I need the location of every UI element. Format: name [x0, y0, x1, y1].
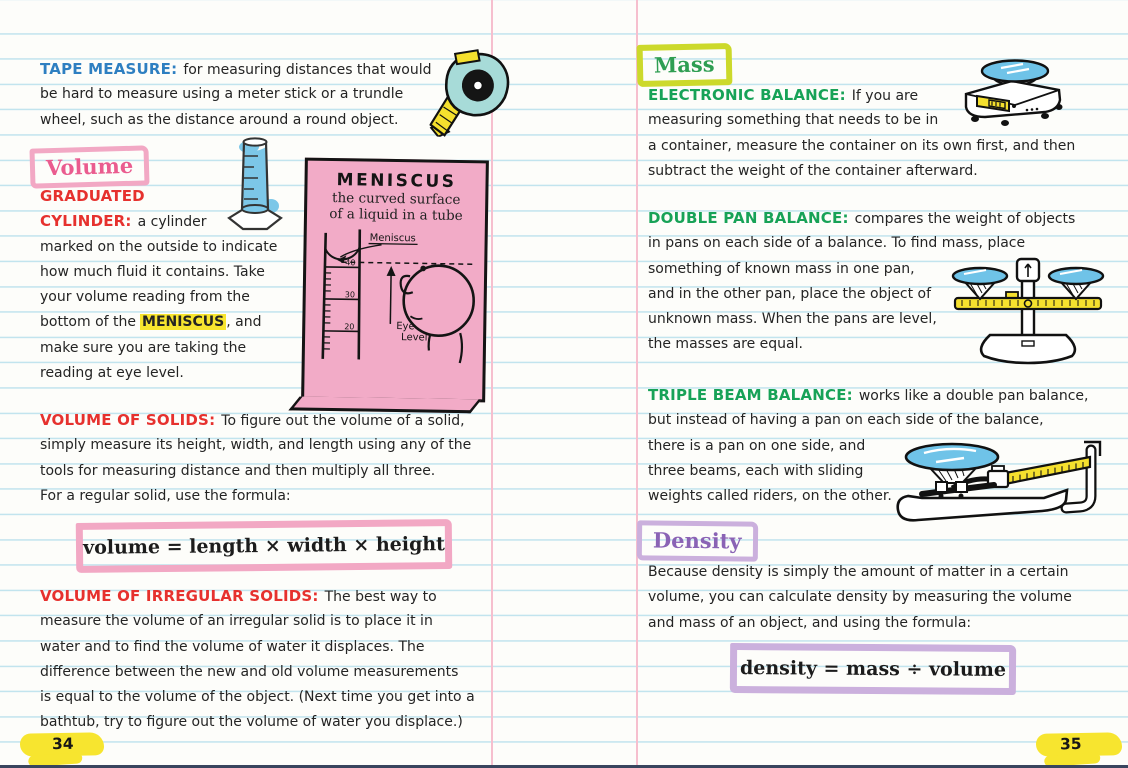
page-number-text: 35: [1059, 734, 1082, 754]
text-line: in pans on each side of a balance. To find mass, place: [648, 235, 1026, 252]
text-line: simply measure its height, width, and length using any of the: [40, 437, 472, 454]
page-number-34: [20, 732, 104, 756]
text-line: and mass of an object, and using the formula:: [648, 614, 972, 631]
term-volume-of-irregular-solids: VOLUME OF IRREGULAR SOLIDS:: [40, 587, 319, 605]
meniscus-definition-box: [301, 158, 489, 403]
text-line: subtract the weight of the container afterward.: [648, 162, 978, 179]
formula-text: volume = length × width × height: [82, 533, 446, 559]
text-line: reading at eye level.: [40, 365, 184, 382]
text-line: [40, 184, 277, 209]
text: a cylinder: [137, 214, 207, 231]
text-line: but instead of having a pan on each side of the balance,: [648, 412, 1044, 429]
text-line: [40, 209, 277, 234]
text-line: make sure you are taking the: [40, 339, 247, 356]
term-tape-measure: TAPE MEASURE:: [40, 60, 178, 78]
text: bottom of the: [40, 314, 137, 331]
text-line: unknown mass. When the pans are level,: [648, 311, 937, 328]
text-line: a container, measure the container on its own first, and then: [648, 137, 1076, 154]
density-paragraph: [648, 560, 1072, 636]
page-number-text: 34: [51, 734, 74, 754]
text-line: there is a pan on one side, and: [648, 437, 866, 454]
text-line: your volume reading from the: [40, 289, 250, 306]
text-line: three beams, each with sliding: [648, 462, 864, 479]
text-line: wheel, such as the distance around a round object.: [40, 111, 399, 128]
eye-level-label: Eye: [396, 321, 415, 333]
text: the curved surface: [331, 190, 461, 209]
text-line: [40, 408, 471, 433]
text-line: measuring something that needs to be in: [648, 112, 939, 129]
text-line: [40, 57, 431, 82]
scale-tick-20: 20: [344, 322, 355, 332]
text-line: something of known mass in one pan,: [648, 260, 915, 277]
text-line: tools for measuring distance and then multiply all three.: [40, 462, 436, 479]
text-line: weights called riders, on the other.: [648, 488, 892, 505]
right-page-margin-line: [636, 0, 638, 768]
eye-level-label: Level: [401, 332, 428, 344]
text-line: For a regular solid, use the formula:: [40, 487, 291, 504]
text-line: [648, 383, 1088, 408]
triple-beam-balance-icon: [894, 438, 1114, 533]
text-line: water and to find the volume of water it displaces. The: [40, 638, 425, 655]
text-line: is equal to the volume of the object. (Next time you get into a: [40, 689, 475, 706]
heading-text: Volume: [45, 152, 134, 181]
volume-section-heading: [29, 145, 149, 188]
text-line: and in the other pan, place the object of: [648, 285, 932, 302]
formula-text: density = mass ÷ volume: [739, 657, 1007, 681]
text-line: measure the volume of an irregular solid is to place it in: [40, 613, 433, 630]
scale-tick-30: 30: [344, 290, 356, 300]
text-line: difference between the new and old volume measurements: [40, 663, 459, 680]
text-line: [648, 206, 1075, 231]
term-volume-of-solids: VOLUME OF SOLIDS:: [40, 411, 216, 429]
tape-measure-paragraph: [40, 57, 431, 133]
text: , and: [226, 314, 262, 331]
tape-measure-icon: [428, 44, 517, 144]
text-line: be hard to measure using a meter stick or a trundle: [40, 86, 404, 103]
term-triple-beam-balance: TRIPLE BEAM BALANCE:: [648, 386, 853, 404]
volume-formula-box: [76, 519, 453, 573]
text: for measuring distances that would: [183, 62, 432, 78]
heading-text: Density: [652, 527, 742, 554]
meniscus-box-title: MENISCUS: [336, 170, 457, 192]
volume-of-irregular-solids-paragraph: [40, 584, 475, 736]
density-section-heading: [637, 520, 758, 561]
text-line: [40, 310, 277, 335]
text: The best way to: [324, 589, 437, 605]
text: of a liquid in a tube: [329, 205, 463, 225]
text: To figure out the volume of a solid,: [221, 413, 465, 429]
volume-of-solids-paragraph: [40, 408, 471, 509]
text-line: [40, 584, 475, 609]
text-line: the masses are equal.: [648, 336, 803, 353]
page-number-35: [1036, 732, 1122, 756]
mass-section-heading: [637, 43, 732, 87]
meniscus-highlight: MENISCUS: [142, 314, 225, 331]
heading-text: Mass: [653, 51, 715, 78]
text-line: Because density is simply the amount of matter in a certain: [648, 564, 1069, 580]
term-electronic-balance: ELECTRONIC BALANCE:: [648, 86, 846, 104]
text-line: marked on the outside to indicate: [40, 238, 278, 255]
density-formula-box: [730, 643, 1016, 695]
text: If you are: [851, 88, 919, 104]
term-double-pan-balance: DOUBLE PAN BALANCE:: [648, 209, 849, 227]
term-graduated: GRADUATED: [40, 187, 145, 205]
text-line: volume, you can calculate density by measuring the volume: [648, 589, 1072, 606]
double-pan-balance-icon: [950, 255, 1106, 367]
graduated-cylinder-paragraph: [40, 184, 277, 386]
electronic-balance-paragraph: [648, 83, 1075, 184]
text-line: how much fluid it contains. Take: [40, 263, 265, 280]
meniscus-diagram: [310, 225, 480, 376]
text: works like a double pan balance,: [858, 388, 1089, 404]
text-line: [648, 83, 1075, 108]
text: compares the weight of objects: [854, 211, 1076, 227]
term-cylinder: CYLINDER:: [40, 212, 132, 231]
text-line: bathtub, try to figure out the volume of water you displace.): [40, 714, 463, 731]
meniscus-pointer-label: Meniscus: [369, 232, 416, 245]
meniscus-box-subtitle: [307, 190, 485, 225]
